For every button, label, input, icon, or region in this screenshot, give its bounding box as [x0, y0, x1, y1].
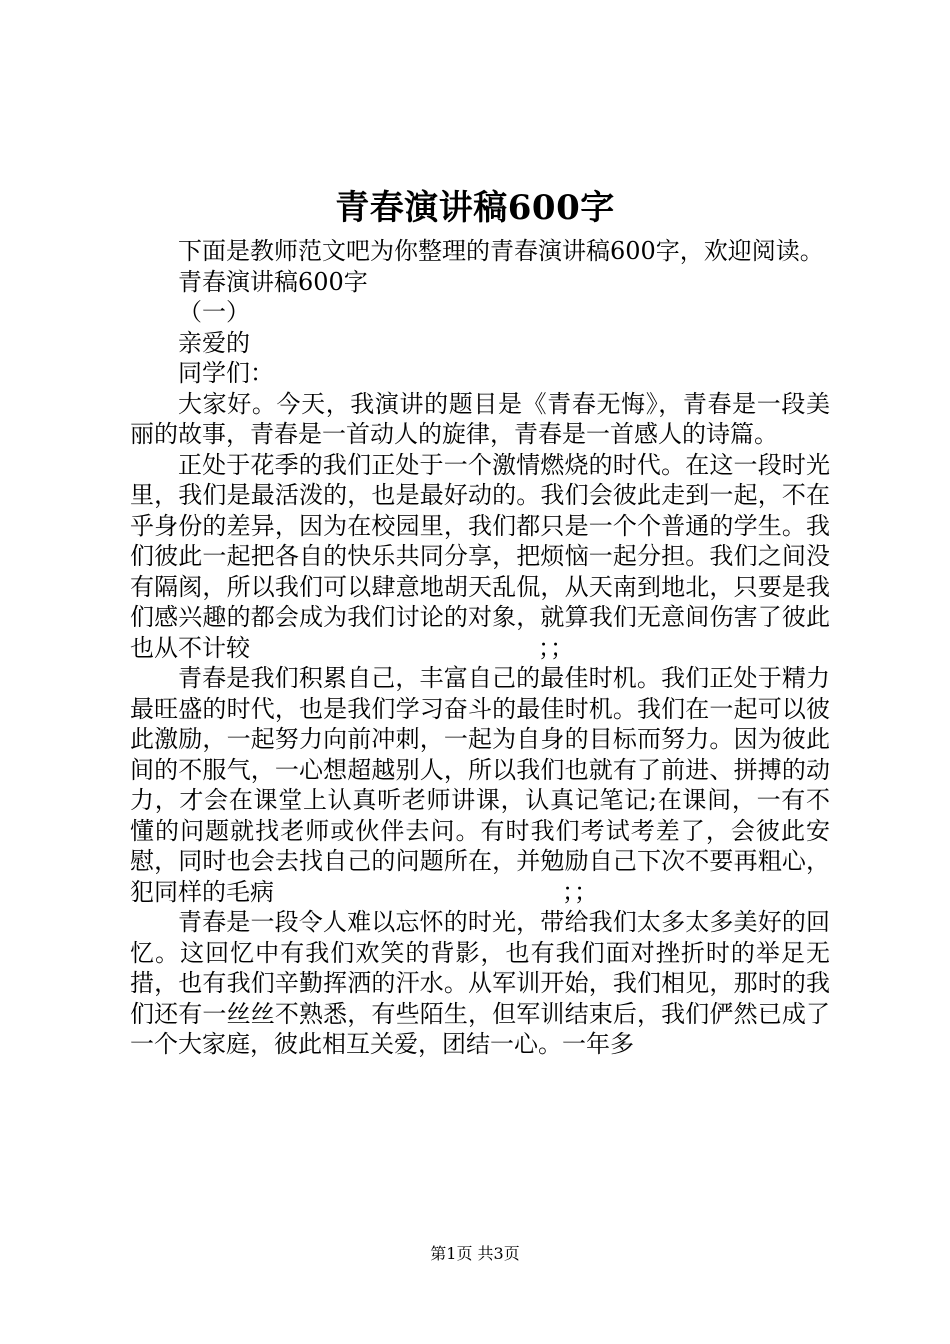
page-footer: 第1页 共3页 [430, 1244, 520, 1263]
body-paragraph: 青春是我们积累自己，丰富自己的最佳时机。我们正处于精力最旺盛的时代，也是我们学习奋斗的最佳时机。我们在一起可以彼此激励，一起努力向前冲刺，一起为自身的目标而努力。因为彼此间的不服气，一心想超越别人，所以我们也就有了前进、拼搏的动力，才会在课堂上认真听老师讲课，认真记笔记;在课间，一有不懂的问题就找老师或伙伴去问。有时我们考试考差了，会彼此安慰，同时也会去找自己的问题所在，并勉励自己下次不要再粗心，犯同样的毛病 ；； [130, 664, 830, 906]
subtitle-line: 青春演讲稿600字 [178, 267, 368, 296]
salutation-line: 亲爱的 [178, 328, 250, 357]
salutation-line: 同学们： [178, 359, 274, 387]
body-paragraph: 正处于花季的我们正处于一个激情燃烧的时代。在这一段时光里，我们是最活泼的，也是最好动的。我们会彼此走到一起，不在乎身份的差异，因为在校园里，我们都只是一个个普通的学生。我们彼此一起把各自的快乐共同分享，把烦恼一起分担。我们之间没有隔阂，所以我们可以肆意地胡天乱侃，从天南到地北，只要是我们感兴趣的都会成为我们讨论的对象，就算我们无意间伤害了彼此也从不计较 ；； [130, 450, 830, 662]
body-paragraph: 青春是一段令人难以忘怀的时光，带给我们太多太多美好的回忆。这回忆中有我们欢笑的背影，也有我们面对挫折时的举足无措，也有我们辛勤挥洒的汗水。从军训开始，我们相见，那时的我们还有一丝丝不熟悉，有些陌生，但军训结束后，我们俨然已成了一个大家庭，彼此相互关爱，团结一心。一年多 [130, 908, 830, 1058]
document-title: 青春演讲稿600字 [335, 188, 615, 228]
document-body [130, 236, 830, 1060]
section-number: （一） [178, 298, 250, 326]
intro-paragraph: 下面是教师范文吧为你整理的青春演讲稿600字，欢迎阅读。 [178, 237, 824, 265]
body-paragraph: 大家好。今天，我演讲的题目是《青春无悔》，青春是一段美丽的故事，青春是一首动人的旋律，青春是一首感人的诗篇。 [130, 389, 830, 448]
